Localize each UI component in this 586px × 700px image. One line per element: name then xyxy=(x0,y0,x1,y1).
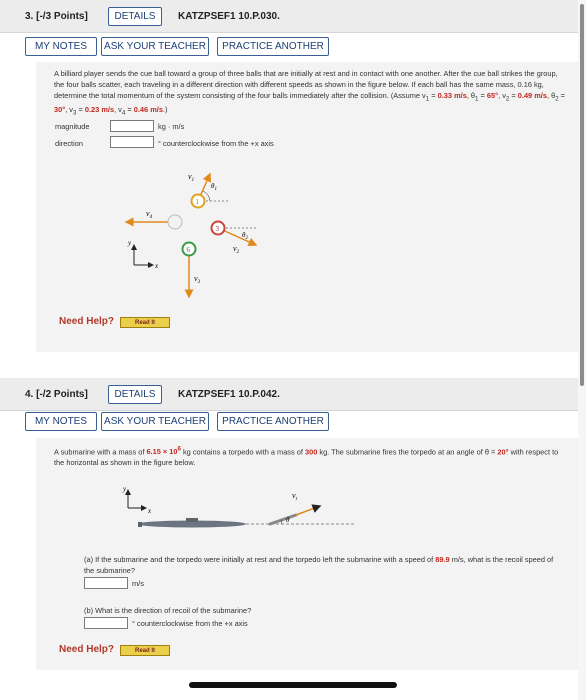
read-it-button[interactable]: Read It xyxy=(120,317,170,328)
v4-label: $v_4$ xyxy=(146,209,153,220)
question-4-points: 4. [-/2 Points] xyxy=(25,389,88,400)
direction-input[interactable] xyxy=(110,136,154,148)
magnitude-input[interactable] xyxy=(110,120,154,132)
need-help-label: Need Help? xyxy=(59,316,115,327)
ball-1-label: 1 xyxy=(195,198,199,206)
theta2-label: $\theta_2$ xyxy=(242,231,248,241)
part-a-text: (a) If the submarine and the torpedo were initially at rest and the torpedo left the submarine with a speed of 89.9 m/s, what is the recoil speed of the submarine? xyxy=(84,555,554,575)
my-notes-button[interactable]: MY NOTES xyxy=(25,412,97,431)
question-3-text: A billiard player sends the cue ball toward a group of three balls that are initially at rest and in contact with one another. After the cue ball strikes the group, the four balls scatter, each traveling in a different direction with different speeds as shown in the figure below. If each ball has the same mass, 0.16 kg, determine the total momentum of the system consisting of the four balls immediately after the collision. (Assume $v_1 = 0.33$ m/s, $\theta_1 = 65^\circ$, $v_2 = 0.49$ m/s, $\theta_2 = 30^\circ$, $v_3 = 0.23$ m/s, $v_4 = 0.46$ m/s.) xyxy=(54,69,565,117)
question-4-text: A submarine with a mass of $6.15 \times 10^6$ kg contains a torpedo with a mass of 300 kg. The submarine fires the torpedo at an angle of θ = 20° with respect to the horizontal as shown in the figure below. xyxy=(54,446,559,468)
v1-label: $v_1$ xyxy=(188,172,195,183)
details-button[interactable]: DETAILS xyxy=(108,385,162,404)
x-axis-label: x xyxy=(155,262,159,270)
practice-another-button[interactable]: PRACTICE ANOTHER xyxy=(217,412,329,431)
question-3-header xyxy=(0,0,578,33)
scrollbar[interactable] xyxy=(578,0,586,700)
v3-label: $v_3$ xyxy=(194,274,201,285)
recoil-direction-input[interactable] xyxy=(84,617,128,629)
recoil-speed-unit: m/s xyxy=(132,579,144,588)
vt-label: $v_t$ xyxy=(292,491,297,502)
question-3-body xyxy=(36,62,578,352)
question-4-code: KATZPSEF1 10.P.042. xyxy=(178,389,280,400)
home-indicator[interactable] xyxy=(189,682,397,688)
need-help-label: Need Help? xyxy=(59,644,115,655)
part-b-text: (b) What is the direction of recoil of the submarine? xyxy=(84,606,252,615)
x-axis-label: x xyxy=(148,507,152,515)
scrollbar-thumb[interactable] xyxy=(580,4,584,386)
torpedo xyxy=(270,515,296,524)
question-4-body xyxy=(36,438,578,670)
y-axis-label: y xyxy=(123,486,127,493)
submarine-figure xyxy=(120,486,360,546)
ask-your-teacher-button[interactable]: ASK YOUR TEACHER xyxy=(101,37,209,56)
ball-3-label: 3 xyxy=(215,225,219,233)
theta-label: θ xyxy=(286,516,290,524)
recoil-speed-input[interactable] xyxy=(84,577,128,589)
magnitude-unit: kg · m/s xyxy=(158,122,185,131)
y-axis-label: y xyxy=(128,239,132,247)
direction-unit: ° counterclockwise from the +x axis xyxy=(158,139,274,148)
ask-your-teacher-button[interactable]: ASK YOUR TEACHER xyxy=(101,412,209,431)
read-it-button[interactable]: Read It xyxy=(120,645,170,656)
recoil-direction-unit: ° counterclockwise from the +x axis xyxy=(132,619,248,628)
billiard-figure xyxy=(106,165,306,315)
details-button[interactable]: DETAILS xyxy=(108,7,162,26)
v2-label: $v_2$ xyxy=(233,244,240,255)
my-notes-button[interactable]: MY NOTES xyxy=(25,37,97,56)
question-3-points: 3. [-/3 Points] xyxy=(25,11,88,22)
practice-another-button[interactable]: PRACTICE ANOTHER xyxy=(217,37,329,56)
question-3-code: KATZPSEF1 10.P.030. xyxy=(178,11,280,22)
theta1-label: $\theta_1$ xyxy=(211,182,217,192)
ball-6-label: 6 xyxy=(186,246,190,254)
question-4-header xyxy=(0,378,578,411)
magnitude-label: magnitude xyxy=(55,122,90,131)
direction-label: direction xyxy=(55,139,83,148)
